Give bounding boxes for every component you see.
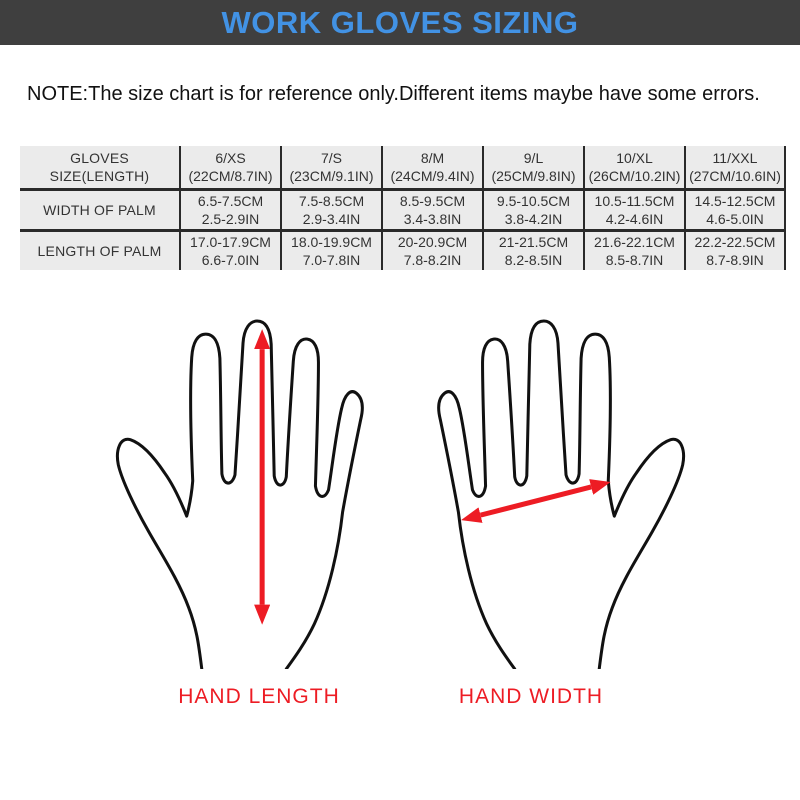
palm-length-cell: 17.0-17.9CM 6.6-7.0IN	[180, 231, 281, 271]
hand-length-label: HAND LENGTH	[178, 685, 340, 708]
hand-width-label: HAND WIDTH	[458, 685, 604, 708]
row-header-palm-length: LENGTH OF PALM	[20, 231, 180, 271]
table-row-sizes	[20, 146, 785, 190]
table-row-palm-width	[20, 190, 785, 231]
palm-width-cell: 9.5-10.5CM 3.8-4.2IN	[483, 190, 584, 231]
palm-width-cell: 10.5-11.5CM 4.2-4.6IN	[584, 190, 685, 231]
palm-length-cell: 18.0-19.9CM 7.0-7.8IN	[281, 231, 382, 271]
palm-width-cell: 8.5-9.5CM 3.4-3.8IN	[382, 190, 483, 231]
title-bar	[0, 0, 800, 45]
hand-length-illustration	[113, 317, 365, 669]
size-cell: 10/XL (26CM/10.2IN)	[584, 146, 685, 190]
page-title: WORK GLOVES SIZING	[221, 4, 579, 40]
size-cell: 9/L (25CM/9.8IN)	[483, 146, 584, 190]
note-text: NOTE:The size chart is for reference only.Different items maybe have some errors.	[27, 83, 760, 105]
palm-length-cell: 20-20.9CM 7.8-8.2IN	[382, 231, 483, 271]
size-cell: 7/S (23CM/9.1IN)	[281, 146, 382, 190]
palm-length-cell: 22.2-22.5CM 8.7-8.9IN	[685, 231, 785, 271]
sizing-table	[20, 146, 786, 270]
palm-width-cell: 7.5-8.5CM 2.9-3.4IN	[281, 190, 382, 231]
row-header-gloves-size: GLOVES SIZE(LENGTH)	[20, 146, 180, 190]
size-cell: 6/XS (22CM/8.7IN)	[180, 146, 281, 190]
table-row-palm-length	[20, 231, 785, 271]
hand-width-illustration	[436, 317, 688, 669]
palm-length-cell: 21.6-22.1CM 8.5-8.7IN	[584, 231, 685, 271]
size-cell: 8/M (24CM/9.4IN)	[382, 146, 483, 190]
row-header-palm-width: WIDTH OF PALM	[20, 190, 180, 231]
size-cell: 11/XXL (27CM/10.6IN)	[685, 146, 785, 190]
left-hand-outline	[117, 321, 362, 669]
palm-length-cell: 21-21.5CM 8.2-8.5IN	[483, 231, 584, 271]
palm-width-cell: 14.5-12.5CM 4.6-5.0IN	[685, 190, 785, 231]
palm-width-cell: 6.5-7.5CM 2.5-2.9IN	[180, 190, 281, 231]
